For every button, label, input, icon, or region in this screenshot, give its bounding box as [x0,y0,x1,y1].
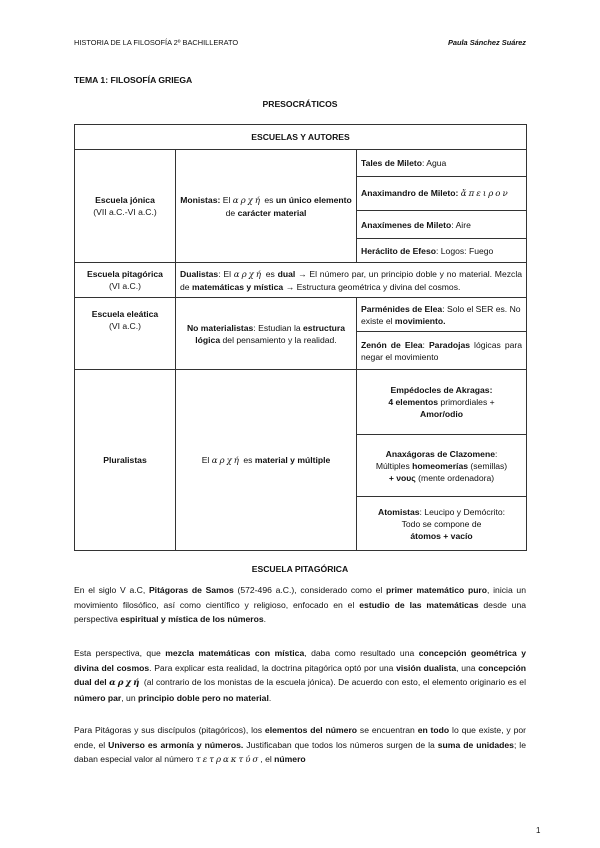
bold-text: elementos del número [264,725,358,735]
text: , una [456,662,479,673]
text: → Estructura geométrica y divina del cosmos. [283,281,461,292]
bold-text: dual [277,268,296,279]
text: primordiales + [438,397,495,407]
bold-text: material y múltiple [254,454,331,465]
school-eleatica [75,298,176,370]
bold-text: suma de unidades [437,739,514,750]
school-desc [176,298,357,370]
school-name: Escuela eleática [91,309,159,319]
text: : Solo el SER es. No existe el [361,303,521,326]
bold-text: estructura lógica [195,322,346,345]
bold-text: Anaxímenes de Mileto [361,219,452,230]
text: (al contrario de los monistas de la escuela jónica). De acuerdo con esto, el elemento originario es el [141,677,526,687]
greek-term: αρχή [232,195,262,206]
author-cell [357,150,527,177]
text: de [225,207,238,218]
text: : Agua [421,158,447,168]
text: es [261,194,276,205]
bold-text: concepción geométrica y divina del cosmos [74,648,527,673]
bold-text: movimiento. [394,315,446,326]
paragraph [74,583,526,627]
bold-text: mezcla matemáticas con mística [165,648,305,658]
bold-text: visión dualista [396,662,457,673]
bold-text: primer matemático puro [386,585,488,595]
bold-text: homeomerías [412,460,469,471]
bold-text: un único elemento [275,194,352,205]
bold-text: carácter material [237,207,307,218]
bold-text: principio doble pero no material [138,692,269,703]
bold-text: en todo [417,725,450,735]
bold-text: Anaxágoras de Clazomene [385,448,495,459]
text: Esta perspectiva, que [74,648,166,658]
text: ; le daban especial valor al número [74,739,526,764]
text: del pensamiento y la realidad. [220,334,337,345]
text: es [240,454,255,465]
greek-term: αρχή [211,455,241,466]
text: . [268,692,272,703]
text: desde una perspectiva [74,599,527,624]
paragraph [74,723,526,768]
greek-term: ἄπειρον [460,189,510,199]
text: es [263,268,278,279]
bold-text: matemáticas y mística [191,281,284,292]
author-cell [357,497,527,551]
bold-text: estudio de las matemáticas [359,599,479,610]
bold-text: Anaximandro de Mileto: [361,188,461,198]
school-desc [176,263,527,298]
text: (572-496 a.C.), considerado como el [233,585,386,595]
author-cell [357,239,527,263]
greek-term: αρχή [233,269,263,280]
text: , el [260,754,275,764]
text: : [422,339,429,350]
text: : Logos: Fuego [435,245,494,256]
text: (semillas) [468,460,508,471]
bold-text: Pitágoras de Samos [148,585,234,595]
greek-term: τετρακτύσ [195,755,261,765]
bold-text: número par [74,692,122,703]
bold-text: Paradojas [428,339,471,350]
school-name: Escuela jónica [95,195,155,205]
running-header-title: HISTORIA DE LA FILOSOFÍA 2º BACHILLERATO [74,38,239,47]
text: → El número par, un principio doble y no material. Mezcla de [180,268,523,292]
topic-heading: TEMA 1: FILOSOFÍA GRIEGA [74,75,193,85]
text: . [263,614,267,624]
text: : Aire [451,219,471,230]
bold-text: Parménides de Elea [361,303,443,314]
bold-text: Amor/odio [420,409,463,419]
bold-text: Atomistas [377,506,420,517]
text: , inicia un movimiento filosófico, así como científico y religioso, enfocado en el [74,585,526,610]
schools-table [74,124,527,551]
bold-text: Dualistas [180,268,219,279]
page-number: 1 [536,826,541,835]
author-cell [357,298,527,332]
author-cell [357,332,527,370]
text: : Leucipo y Demócrito: [419,506,506,517]
bold-text: 4 elementos [388,397,439,407]
text: se encuentran [357,725,418,735]
bold-text: Empédocles de Akragas: [390,385,493,395]
text: : [495,448,498,459]
greek-term: αρχή [109,678,142,688]
school-period: (VI a.C.) [109,281,141,291]
table-title: ESCUELAS Y AUTORES [75,125,527,150]
bold-text: espiritual y mística de los números [120,614,264,624]
text: : Estudian la [253,322,304,333]
text: Todo se compone de [401,518,482,529]
bold-text: Tales de Mileto [361,158,422,168]
school-pluralistas: Pluralistas [75,370,176,551]
school-period: (VII a.C.-VI a.C.) [93,207,157,217]
bold-text: No materialistas [186,322,254,333]
author-cell [357,370,527,435]
running-header-author: Paula Sánchez Suárez [447,38,526,47]
text: El [222,194,233,205]
text: , daba como resultado una [304,648,419,658]
text: , un [121,692,139,703]
bold-text: Zenón de Elea [361,339,423,350]
bold-text: Heráclito de Efeso [361,245,436,256]
text: . Para explicar esta realidad, la doctrina pitagórica optó por una [149,662,397,673]
school-desc [176,370,357,551]
text: : El [218,268,234,279]
bold-text: + νους [388,472,416,483]
author-cell [357,435,527,497]
school-name: Escuela pitagórica [87,269,163,279]
text: En el siglo V a.C, [74,585,149,595]
school-desc [176,150,357,263]
bold-text: átomos + vacío [410,530,473,541]
bold-text: Monistas: [180,194,223,205]
section-heading-pitagorica: ESCUELA PITAGÓRICA [251,564,349,574]
section-heading-presocraticos: PRESOCRÁTICOS [262,99,338,109]
text: lo que existe, y por ende, el [74,725,526,750]
author-cell [357,177,527,211]
bold-text: número [274,754,306,764]
text: Justificaban que todos los números surgen de la [243,739,438,750]
text: Para Pitágoras y sus discípulos (pitagóricos), los [74,725,265,735]
text: Múltiples [375,460,413,471]
school-pitagorica [75,263,176,298]
text: (mente ordenadora) [415,472,495,483]
author-cell [357,211,527,239]
text: El [201,454,212,465]
bold-text: concepción dual del [74,662,526,687]
text: lógicas para negar el movimiento [361,339,523,362]
bold-text: Universo es armonía y números. [108,739,244,750]
school-period: (VI a.C.) [109,321,141,331]
paragraph [74,646,526,705]
school-jonica [75,150,176,263]
